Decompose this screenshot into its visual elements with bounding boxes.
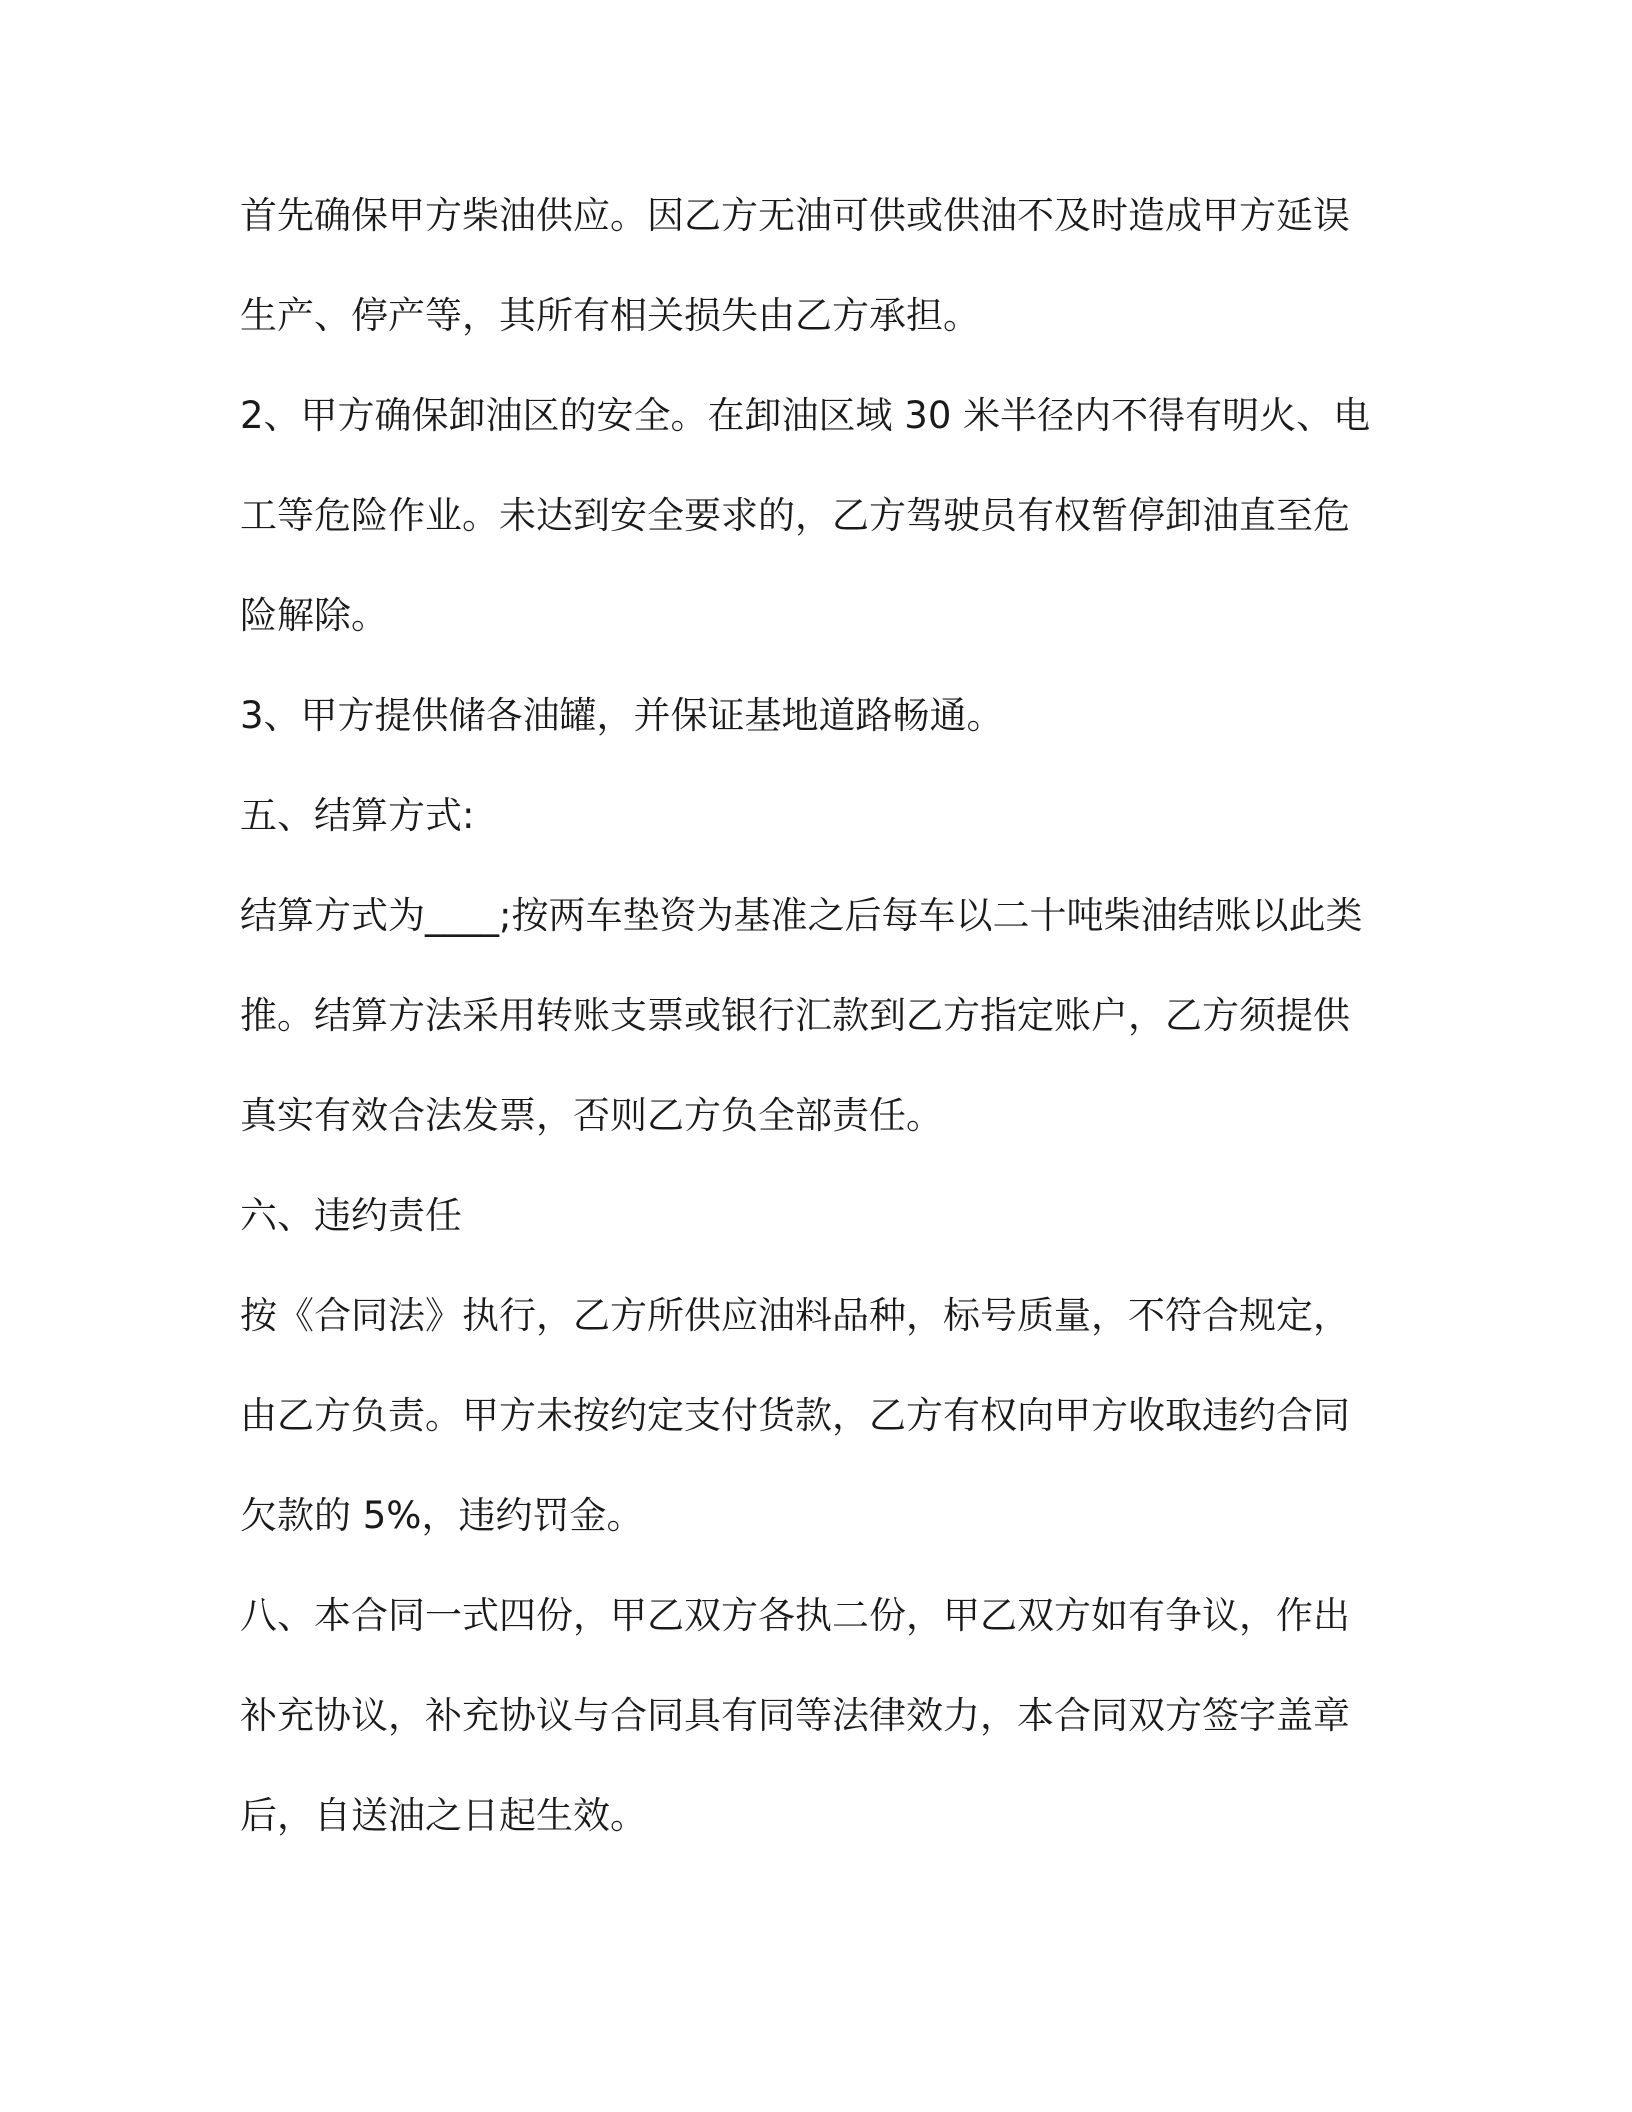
text-line: 生产、停产等，其所有相关损失由乙方承担。 bbox=[240, 294, 980, 337]
text-line: 八、本合同一式四份，甲乙双方各执二份，甲乙双方如有争议，作出 bbox=[240, 1594, 1350, 1637]
text-line: 由乙方负责。甲方未按约定支付货款，乙方有权向甲方收取违约合同 bbox=[240, 1394, 1350, 1437]
text-line: 3、甲方提供储各油罐，并保证基地道路畅通。 bbox=[240, 694, 1004, 737]
text-line: 真实有效合法发票，否则乙方负全部责任。 bbox=[240, 1094, 943, 1137]
section-heading: 五、结算方式: bbox=[240, 794, 475, 837]
text-line: 首先确保甲方柴油供应。因乙方无油可供或供油不及时造成甲方延误 bbox=[240, 194, 1350, 237]
text-line: 险解除。 bbox=[240, 594, 388, 637]
text-line: 补充协议，补充协议与合同具有同等法律效力，本合同双方签字盖章 bbox=[240, 1694, 1350, 1737]
text-line: 后，自送油之日起生效。 bbox=[240, 1794, 647, 1837]
text-line: 按《合同法》执行，乙方所供应油料品种，标号质量，不符合规定， bbox=[240, 1294, 1350, 1337]
text-line: 结算方式为____;按两车垫资为基准之后每车以二十吨柴油结账以此类 bbox=[240, 894, 1363, 937]
text-line: 欠款的 5%，违约罚金。 bbox=[240, 1494, 644, 1537]
text-line: 工等危险作业。未达到安全要求的，乙方驾驶员有权暂停卸油直至危 bbox=[240, 494, 1350, 537]
text-line: 2、甲方确保卸油区的安全。在卸油区域 30 米半径内不得有明火、电 bbox=[240, 394, 1371, 437]
section-heading: 六、违约责任 bbox=[240, 1194, 462, 1237]
text-line: 推。结算方法采用转账支票或银行汇款到乙方指定账户，乙方须提供 bbox=[240, 994, 1350, 1037]
